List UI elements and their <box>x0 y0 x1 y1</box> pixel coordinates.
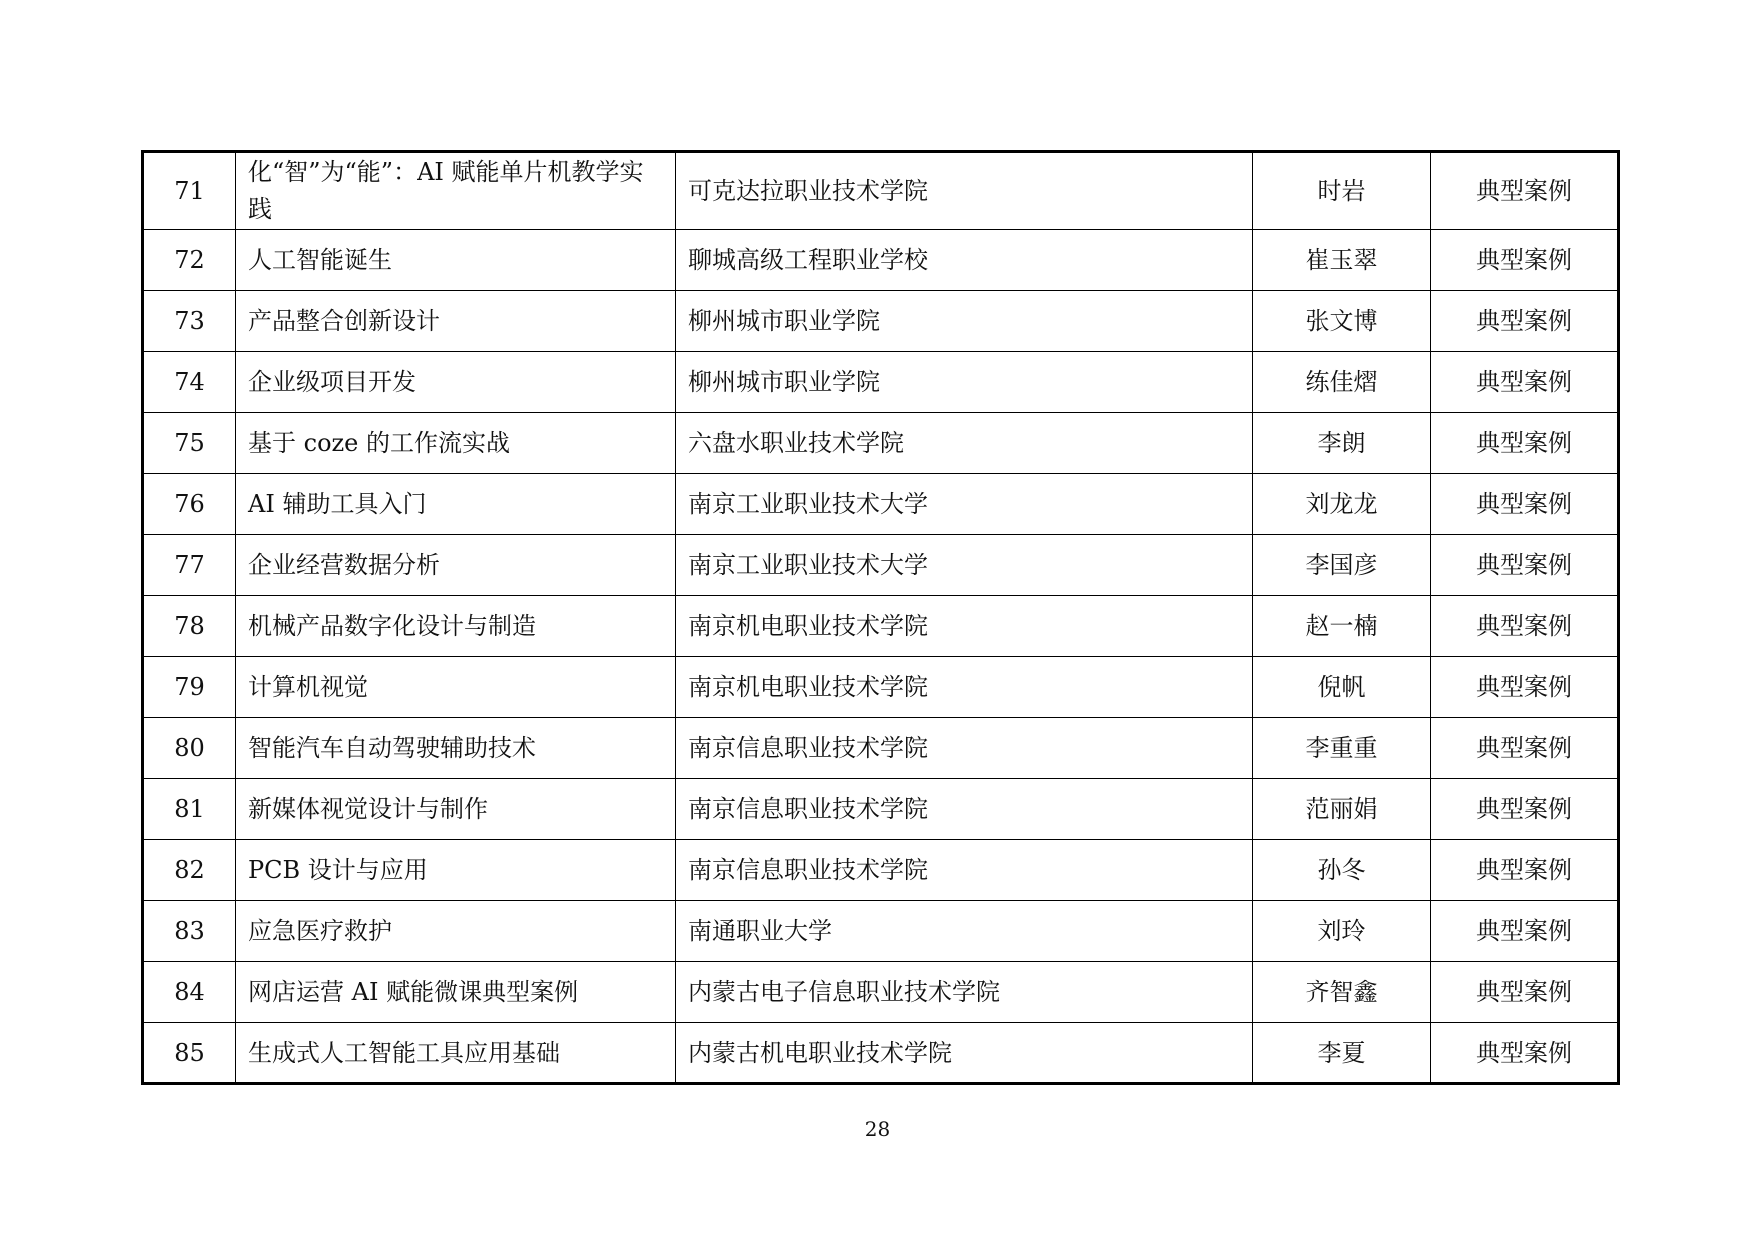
case-type: 典型案例 <box>1431 840 1619 901</box>
school-name: 南京工业职业技术大学 <box>676 474 1253 535</box>
case-type: 典型案例 <box>1431 779 1619 840</box>
author-name: 刘龙龙 <box>1253 474 1431 535</box>
course-name: 企业经营数据分析 <box>236 535 676 596</box>
results-table <box>141 150 1620 1085</box>
row-number: 84 <box>143 962 236 1023</box>
results-table-body <box>143 152 1619 1084</box>
school-name: 南京信息职业技术学院 <box>676 779 1253 840</box>
author-name: 齐智鑫 <box>1253 962 1431 1023</box>
row-number: 85 <box>143 1023 236 1084</box>
school-name: 内蒙古机电职业技术学院 <box>676 1023 1253 1084</box>
course-name: 生成式人工智能工具应用基础 <box>236 1023 676 1084</box>
case-type: 典型案例 <box>1431 962 1619 1023</box>
table-row <box>143 779 1619 840</box>
case-type: 典型案例 <box>1431 230 1619 291</box>
case-type: 典型案例 <box>1431 718 1619 779</box>
table-row <box>143 840 1619 901</box>
course-name: 计算机视觉 <box>236 657 676 718</box>
row-number: 73 <box>143 291 236 352</box>
school-name: 南京工业职业技术大学 <box>676 535 1253 596</box>
author-name: 崔玉翠 <box>1253 230 1431 291</box>
table-row <box>143 718 1619 779</box>
row-number: 80 <box>143 718 236 779</box>
course-name: PCB 设计与应用 <box>236 840 676 901</box>
row-number: 78 <box>143 596 236 657</box>
row-number: 71 <box>143 152 236 230</box>
course-name: 化“智”为“能”：AI 赋能单片机教学实践 <box>236 152 676 230</box>
school-name: 南京信息职业技术学院 <box>676 718 1253 779</box>
course-name: 企业级项目开发 <box>236 352 676 413</box>
school-name: 南京信息职业技术学院 <box>676 840 1253 901</box>
school-name: 柳州城市职业学院 <box>676 352 1253 413</box>
row-number: 83 <box>143 901 236 962</box>
case-type: 典型案例 <box>1431 291 1619 352</box>
course-name: 新媒体视觉设计与制作 <box>236 779 676 840</box>
author-name: 赵一楠 <box>1253 596 1431 657</box>
case-type: 典型案例 <box>1431 535 1619 596</box>
course-name: 网店运营 AI 赋能微课典型案例 <box>236 962 676 1023</box>
case-type: 典型案例 <box>1431 152 1619 230</box>
table-row <box>143 962 1619 1023</box>
case-type: 典型案例 <box>1431 596 1619 657</box>
table-row <box>143 901 1619 962</box>
course-name: 产品整合创新设计 <box>236 291 676 352</box>
school-name: 内蒙古电子信息职业技术学院 <box>676 962 1253 1023</box>
case-type: 典型案例 <box>1431 474 1619 535</box>
author-name: 李重重 <box>1253 718 1431 779</box>
school-name: 南通职业大学 <box>676 901 1253 962</box>
author-name: 时岩 <box>1253 152 1431 230</box>
case-type: 典型案例 <box>1431 413 1619 474</box>
school-name: 南京机电职业技术学院 <box>676 657 1253 718</box>
row-number: 81 <box>143 779 236 840</box>
author-name: 李朗 <box>1253 413 1431 474</box>
school-name: 可克达拉职业技术学院 <box>676 152 1253 230</box>
course-name: 机械产品数字化设计与制造 <box>236 596 676 657</box>
table-row <box>143 535 1619 596</box>
author-name: 范丽娟 <box>1253 779 1431 840</box>
course-name: 智能汽车自动驾驶辅助技术 <box>236 718 676 779</box>
page-number: 28 <box>864 1117 891 1141</box>
author-name: 倪帆 <box>1253 657 1431 718</box>
results-table-container <box>141 150 1617 1085</box>
row-number: 72 <box>143 230 236 291</box>
school-name: 聊城高级工程职业学校 <box>676 230 1253 291</box>
school-name: 南京机电职业技术学院 <box>676 596 1253 657</box>
course-name: AI 辅助工具入门 <box>236 474 676 535</box>
course-name: 人工智能诞生 <box>236 230 676 291</box>
case-type: 典型案例 <box>1431 901 1619 962</box>
table-row <box>143 352 1619 413</box>
school-name: 柳州城市职业学院 <box>676 291 1253 352</box>
table-row <box>143 413 1619 474</box>
table-row <box>143 1023 1619 1084</box>
case-type: 典型案例 <box>1431 1023 1619 1084</box>
table-row <box>143 152 1619 230</box>
table-row <box>143 657 1619 718</box>
school-name: 六盘水职业技术学院 <box>676 413 1253 474</box>
author-name: 李国彦 <box>1253 535 1431 596</box>
table-row <box>143 596 1619 657</box>
table-row <box>143 474 1619 535</box>
table-row <box>143 291 1619 352</box>
case-type: 典型案例 <box>1431 352 1619 413</box>
course-name: 应急医疗救护 <box>236 901 676 962</box>
course-name: 基于 coze 的工作流实战 <box>236 413 676 474</box>
author-name: 李夏 <box>1253 1023 1431 1084</box>
row-number: 74 <box>143 352 236 413</box>
row-number: 77 <box>143 535 236 596</box>
author-name: 张文博 <box>1253 291 1431 352</box>
author-name: 孙冬 <box>1253 840 1431 901</box>
row-number: 76 <box>143 474 236 535</box>
case-type: 典型案例 <box>1431 657 1619 718</box>
table-row <box>143 230 1619 291</box>
author-name: 练佳熠 <box>1253 352 1431 413</box>
row-number: 75 <box>143 413 236 474</box>
row-number: 82 <box>143 840 236 901</box>
row-number: 79 <box>143 657 236 718</box>
author-name: 刘玲 <box>1253 901 1431 962</box>
